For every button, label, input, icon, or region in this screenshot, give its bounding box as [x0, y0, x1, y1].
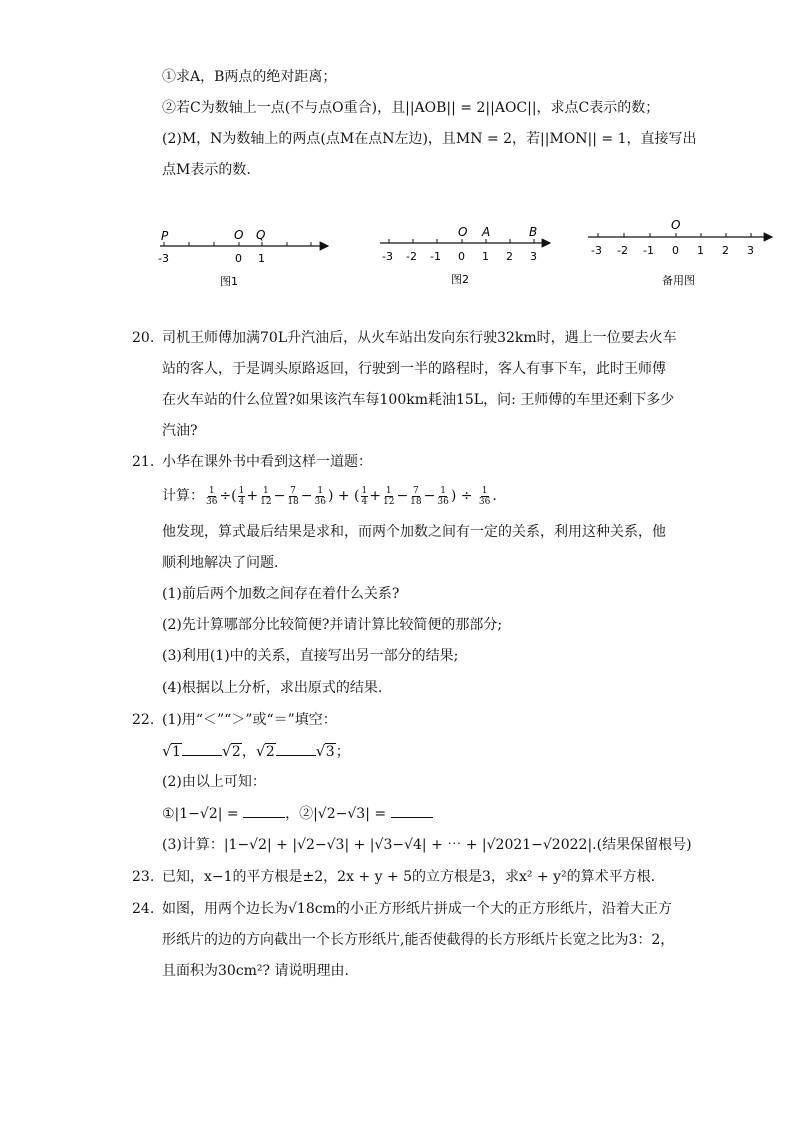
q20-line4: 汽油? [162, 423, 198, 439]
q19-part2: ②若C为数轴上一点(不与点O重合)，且||AOB|| = 2||AOC||，求点C表示的数； [162, 100, 660, 116]
q24-number: 24. [132, 901, 155, 917]
answer-blank-4[interactable] [391, 803, 433, 818]
fig1-caption: 图1 [220, 275, 238, 288]
q20-line3: 在火车站的什么位置?如果该汽车每100km耗油15L，问: 王师傅的车里还剩下多少 [162, 392, 675, 408]
answer-blank-2[interactable] [276, 741, 316, 756]
q24-line3: 且面积为30cm²? 请说明理由. [162, 963, 349, 979]
q22-line4-part2: ，②|√2−√3| = [285, 806, 391, 822]
q22-number: 22. [132, 712, 155, 728]
fig3-tick-0: 0 [672, 244, 679, 257]
answer-blank-1[interactable] [182, 741, 222, 756]
q21-line6: (4)根据以上分析，求出原式的结果. [162, 680, 383, 696]
fig1-tick-0: 0 [235, 252, 242, 265]
q22-line5: (3)计算：|1−√2| + |√2−√3| + |√3−√4| + ⋯ + |√2021−√2022|.(结果保留根号) [162, 837, 692, 853]
fig3-tick-neg2: -2 [617, 244, 628, 257]
fig3-label-o: O [671, 218, 681, 232]
q22-line1: (1)用“＜”“＞”或“＝”填空： [162, 712, 337, 728]
fig2-tick-3: 3 [530, 250, 537, 263]
q20-number: 20. [132, 330, 155, 346]
q22-line2: √ 1√ 2，√ 2√ 3； [162, 741, 350, 762]
q21-line3: (1)前后两个加数之间存在着什么关系? [162, 586, 400, 602]
figure-3 [588, 218, 772, 287]
fig2-tick-2: 2 [506, 250, 513, 263]
fig1-label-q: Q [256, 228, 266, 242]
q22-line4 [162, 803, 433, 824]
q21-calc-label: 计算： [162, 488, 204, 504]
figure-2 [380, 225, 550, 286]
q21-intro: 小华在课外书中看到这样一道题： [162, 454, 372, 470]
fig3-tick-3: 3 [747, 244, 754, 257]
q19-part3-line2: 点M表示的数. [162, 162, 251, 178]
fig1-tick-1: 1 [258, 252, 265, 265]
q19-part1: ①求A，B两点的绝对距离； [162, 69, 337, 85]
fig1-tick-neg3: -3 [158, 252, 169, 265]
fig2-caption: 图2 [451, 273, 469, 286]
q20-line1: 司机王师傅加满70L升汽油后，从火车站出发向东行驶32km时，遇上一位要去火车 [162, 330, 677, 346]
q24-line2: 形纸片的边的方向截出一个长方形纸片,能否使截得的长方形纸片长宽之比为3：2， [162, 932, 675, 948]
fig2-tick-neg1: -1 [430, 250, 441, 263]
q21-line5: (3)利用(1)中的关系，直接写出另一部分的结果; [162, 648, 459, 664]
fig1-label-o: O [234, 228, 244, 242]
fig2-label-o: O [458, 225, 468, 239]
fig2-label-a: A [482, 225, 491, 239]
answer-blank-3[interactable] [243, 803, 285, 818]
q21-line4: (2)先计算哪部分比较简便?并请计算比较简便的那部分; [162, 617, 503, 633]
fig2-tick-neg2: -2 [406, 250, 417, 263]
fig2-label-b: B [529, 225, 538, 239]
q19-part3-line1: (2)M，N为数轴上的两点(点M在点N左边)，且MN = 2，若||MON|| = 1，直接写出 [162, 131, 697, 147]
q21-line1: 他发现，算式最后结果是求和，而两个加数之间有一定的关系，利用这种关系，他 [162, 524, 666, 540]
fig3-tick-2: 2 [722, 244, 729, 257]
q24-line1: 如图，用两个边长为√18cm的小正方形纸片拼成一个大的正方形纸片，沿着大正方 [162, 901, 672, 917]
q20-line2: 站的客人，于是调头原路返回，行驶到一半的路程时，客人有事下车，此时王师傅 [162, 361, 666, 377]
fig3-caption: 备用图 [662, 274, 695, 287]
q21-line2: 顺利地解决了问题. [162, 555, 279, 571]
figure-1 [158, 228, 328, 288]
fig2-tick-neg3: -3 [382, 250, 393, 263]
fig3-tick-1: 1 [697, 244, 704, 257]
fig2-tick-0: 0 [458, 250, 465, 263]
fig3-tick-neg3: -3 [591, 244, 602, 257]
fig1-label-p: P [161, 229, 169, 243]
q21-expression: 计算： $\frac{1}{36}$ ÷( $\frac{1}{4}$ + $\frac{1}{12}$ − $\frac{7}{18}$ − $\frac{1}{36}$ ) + ( $\frac{1}{4}$ + $\frac{1}{12}$ − $\frac{7}{18}$ − $\frac{1}{36}$ ) ÷ $\frac{1}{36}$ . [162, 485, 497, 507]
q22-line3: (2)由以上可知： [162, 774, 266, 790]
q21-number: 21. [132, 454, 155, 470]
q23-text: 已知，x−1的平方根是±2，2x + y + 5的立方根是3，求x² + y²的算术平方根. [162, 869, 656, 885]
fig2-tick-1: 1 [482, 250, 489, 263]
fig3-tick-neg1: -1 [643, 244, 654, 257]
q23-number: 23. [132, 869, 155, 885]
number-line-figures [0, 215, 794, 295]
q22-line4-part1: ①|1−√2| = [162, 806, 244, 822]
